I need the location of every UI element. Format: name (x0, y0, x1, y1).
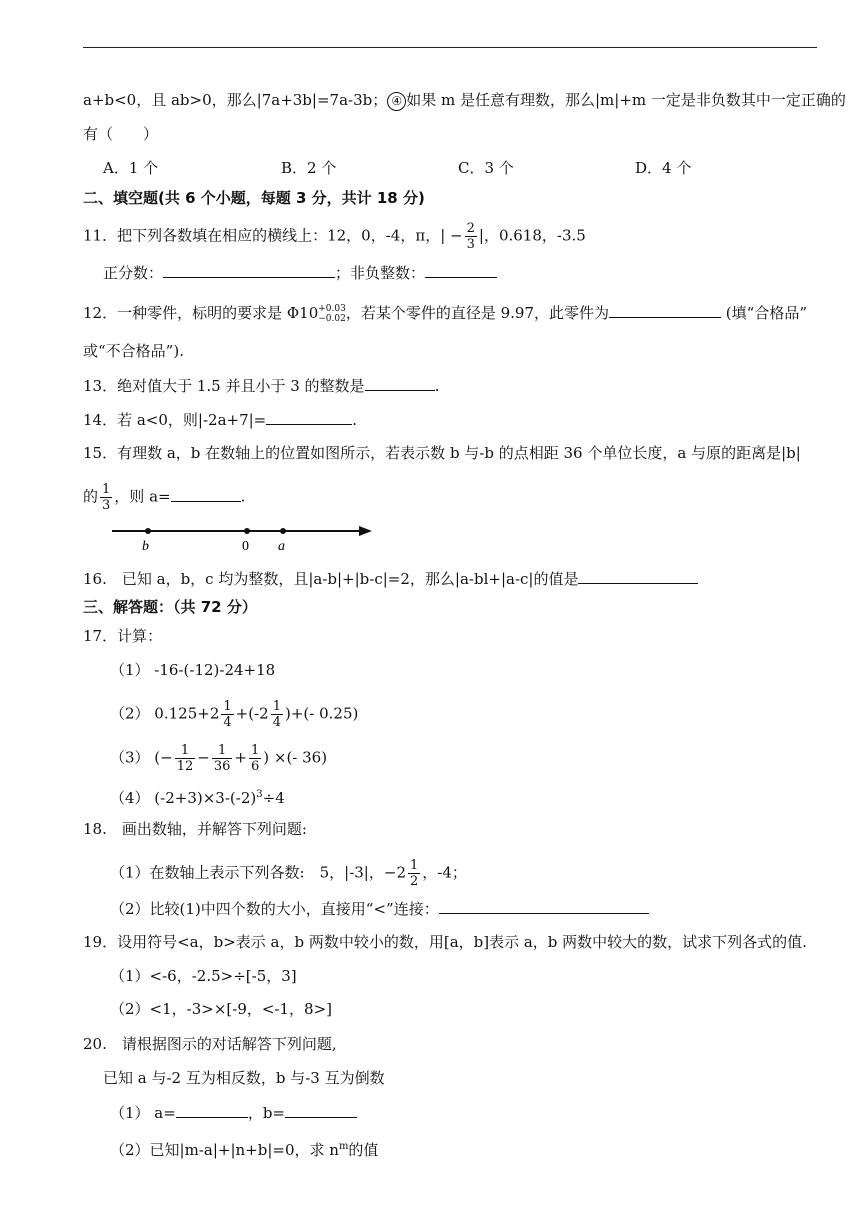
positive-fraction-blank[interactable] (163, 262, 335, 278)
point-0 (244, 528, 250, 534)
number-line-figure (108, 520, 380, 554)
q11-minus: − (450, 226, 463, 245)
minus-sign: − (197, 748, 210, 767)
q11-text-end: |，0.618，-3.5 (478, 226, 586, 245)
q12-text-end: (填“合格品” (725, 304, 807, 322)
question-10-continuation (83, 90, 846, 111)
question-11 (83, 221, 586, 252)
point-b (145, 528, 151, 534)
fraction-denominator: 3 (102, 498, 111, 513)
tolerance-upper: +0.03 (318, 304, 346, 314)
header-rule (83, 47, 817, 48)
q13-period: . (434, 377, 440, 395)
nonnegative-integer-blank[interactable] (425, 262, 497, 278)
q18-2-text: （2）比较(1)中四个数的大小，直接用“<”连接： (110, 900, 439, 918)
fraction-denominator: 6 (250, 759, 260, 774)
option-a: A．1 个 (103, 159, 159, 177)
tolerance-lower: −0.02 (318, 314, 346, 324)
option-c: C．3 个 (458, 159, 514, 177)
question-16 (83, 568, 698, 589)
question-12 (83, 302, 807, 324)
fraction-denominator: 2 (410, 874, 419, 889)
q17-part-3 (110, 743, 327, 774)
fraction-denominator: 4 (272, 715, 281, 730)
q12-text: 12．一种零件，标明的要求是 Φ10 (83, 304, 319, 322)
q20-given: 已知 a 与-2 互为相反数，b 与-3 互为倒数 (103, 1069, 385, 1087)
q17-3-fraction-2 (212, 743, 233, 774)
question-13 (83, 375, 439, 396)
exponent: m (338, 1141, 349, 1152)
q11-text: 11．把下列各数填在相应的横线上：12，0，-4，π，| (83, 226, 446, 245)
fraction-numerator: 1 (175, 743, 196, 759)
q15-text: 的 (83, 487, 99, 506)
q17-4-text: （4） (-2+3)×3-(-2) (110, 789, 257, 807)
q17-2-fraction-1 (221, 699, 233, 730)
statement-3-text: a+b<0，且 ab>0，那么|7a+3b|=7a-3b； (83, 91, 388, 109)
q15-fraction (100, 482, 112, 513)
fraction-denominator: 12 (176, 759, 194, 774)
q17-4-text-end: ÷4 (262, 789, 285, 807)
q18-part-2 (110, 898, 649, 919)
option-d: D．4 个 (635, 159, 692, 177)
tolerance (318, 304, 346, 324)
q16-answer-blank[interactable] (578, 568, 698, 584)
point-a (280, 528, 286, 534)
fraction-numerator: 1 (102, 482, 111, 497)
q12-answer-blank[interactable] (609, 302, 721, 318)
q20-a-blank[interactable] (176, 1102, 248, 1118)
q13-answer-blank[interactable] (365, 375, 435, 391)
q17-2-text-end: )+(- 0.25) (284, 704, 359, 723)
positive-fraction-label: 正分数： (103, 264, 164, 282)
question-17: 17．计算： (83, 627, 163, 645)
question-10-tail: 有（ ） (83, 125, 159, 143)
q17-3-fraction-1 (175, 743, 196, 774)
q15-period: . (240, 487, 246, 506)
fraction-numerator: 1 (272, 699, 281, 714)
exponent: 3 (256, 789, 263, 800)
question-18: 18. 画出数轴，并解答下列问题: (83, 820, 307, 838)
q20-b-blank[interactable] (285, 1102, 357, 1118)
q20-1-b-label: ，b= (247, 1104, 285, 1122)
q17-2-fraction-2 (271, 699, 283, 730)
fraction-numerator: 1 (212, 743, 233, 759)
q17-3-text-end: ) ×(- 36) (263, 748, 328, 767)
q16-text: 16. 已知 a，b，c 均为整数，且|a-b|+|b-c|=2，那么|a-bl+|a-c|的值是 (83, 570, 579, 588)
mixed-number-integer: −2 (383, 863, 406, 882)
fraction-numerator: 1 (250, 743, 260, 758)
fraction-numerator: 2 (466, 221, 475, 236)
fraction-denominator: 36 (213, 759, 231, 774)
q11-fraction (465, 221, 477, 252)
label-0: 0 (242, 539, 249, 554)
q20-part-1 (110, 1102, 357, 1123)
q20-part-2 (110, 1137, 378, 1160)
plus-sign: + (234, 748, 247, 767)
q15-text-mid: ，则 a= (114, 487, 171, 506)
q17-part-1: （1） -16-(-12)-24+18 (110, 661, 276, 679)
nonnegative-integer-label: ；非负整数： (335, 264, 426, 282)
q15-answer-blank[interactable] (171, 486, 241, 502)
question-19: 19．设用符号<a，b>表示 a，b 两数中较小的数，用[a，b]表示 a，b 两数中较大的数，试求下列各式的值. (83, 933, 807, 951)
q13-text: 13．绝对值大于 1.5 并且小于 3 的整数是 (83, 377, 365, 395)
label-b: b (142, 539, 149, 554)
fraction-denominator: 4 (223, 715, 232, 730)
q17-2-text: （2） 0.125+2 (110, 704, 220, 723)
question-20: 20. 请根据图示的对话解答下列问题, (83, 1035, 337, 1053)
question-11-blanks (103, 262, 497, 283)
q18-1-fraction (408, 858, 420, 889)
question-15: 15．有理数 a，b 在数轴上的位置如图所示，若表示数 b 与-b 的点相距 36 个单位长度，a 与原的距离是|b| (83, 444, 801, 462)
section-2-heading: 二、填空题(共 6 个小题，每题 3 分，共计 18 分) (83, 189, 425, 207)
section-3-heading: 三、解答题：（共 72 分） (83, 598, 257, 616)
q19-part-1: （1）<-6，-2.5>÷[-5，3] (110, 967, 297, 985)
q17-part-4 (110, 785, 285, 808)
q18-1-text: （1）在数轴上表示下列各数: 5，|-3|， (110, 863, 384, 882)
q18-part-1 (110, 858, 467, 889)
q14-period: . (352, 411, 358, 429)
option-b: B．2 个 (281, 159, 337, 177)
q18-1-text-end: ，-4； (422, 863, 467, 882)
q14-text: 14．若 a<0，则|-2a+7|= (83, 411, 267, 429)
fraction-numerator: 1 (223, 699, 232, 714)
q17-2-text-mid: +(-2 (235, 704, 269, 723)
circled-number-4: ④ (387, 92, 406, 111)
q17-3-text: （3） (− (110, 748, 173, 767)
q17-part-2 (110, 699, 358, 730)
statement-4-text: 如果 m 是任意有理数，那么|m|+m 一定是非负数其中一定正确的 (406, 91, 846, 109)
q20-2-text: （2）已知|m-a|+|n+b|=0，求 n (110, 1141, 339, 1159)
label-a: a (278, 539, 285, 554)
question-14 (83, 409, 357, 430)
q12-text-mid: ，若某个零件的直径是 9.97，此零件为 (345, 304, 610, 322)
q18-answer-blank[interactable] (439, 898, 649, 914)
number-line-arrow (359, 526, 372, 536)
question-12-tail: 或“不合格品”). (83, 342, 184, 360)
fraction-denominator: 3 (466, 237, 475, 252)
q20-2-text-end: 的值 (348, 1141, 379, 1159)
fraction-numerator: 1 (410, 858, 419, 873)
question-15-tail (83, 482, 245, 513)
q17-3-fraction-3 (249, 743, 261, 774)
q14-answer-blank[interactable] (266, 409, 352, 425)
q20-1-a-label: （1） a= (110, 1104, 176, 1122)
q19-part-2: （2）<1，-3>×[-9，<-1，8>] (110, 1000, 333, 1018)
